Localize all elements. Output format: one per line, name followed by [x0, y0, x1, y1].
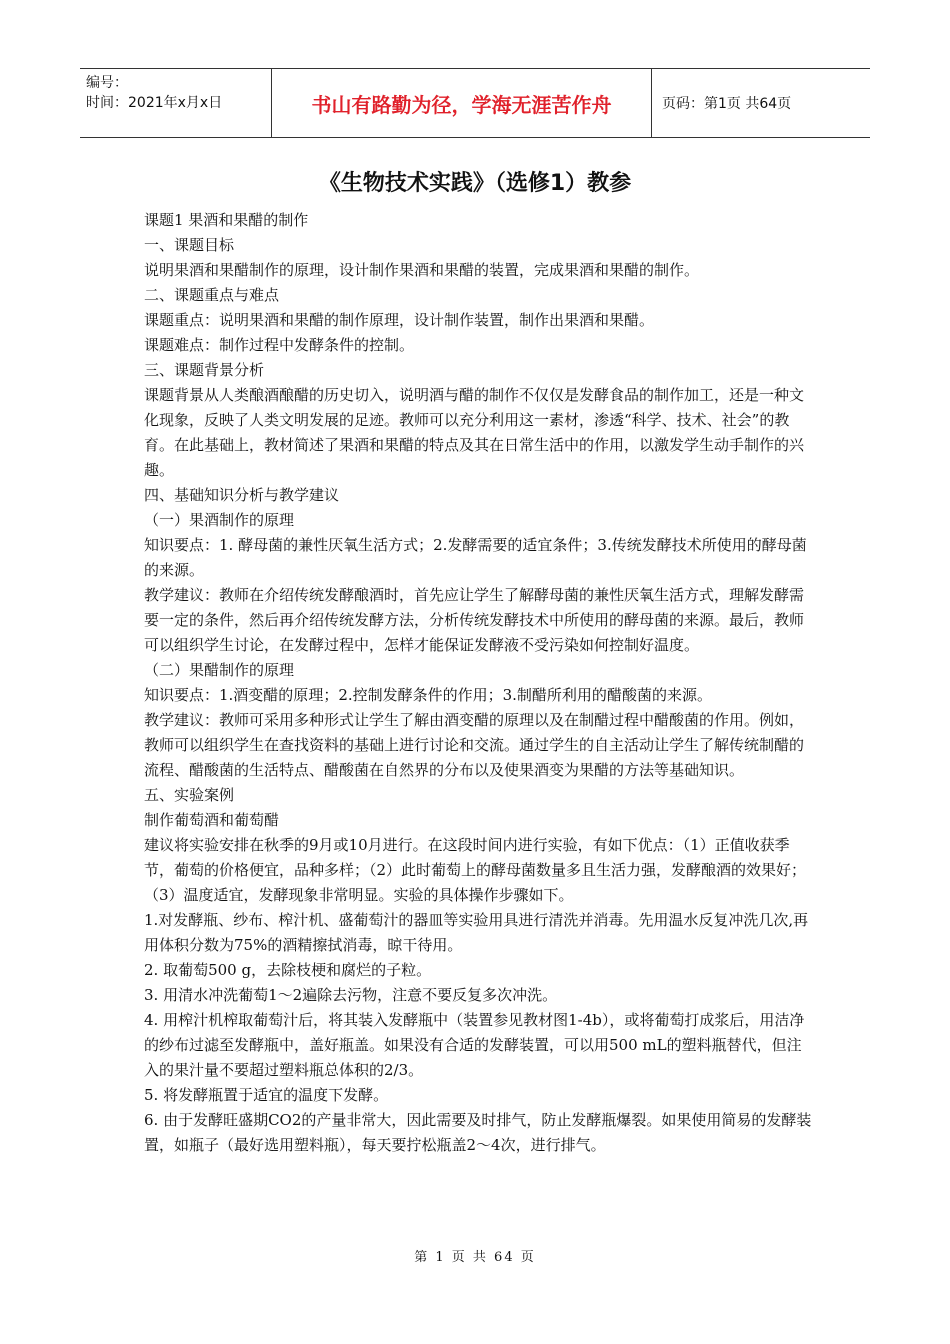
- paragraph: 四、基础知识分析与教学建议: [144, 486, 340, 504]
- number-label: 编号：: [86, 75, 128, 91]
- document-body: [144, 208, 816, 1158]
- paragraph: 课题重点：说明果酒和果醋的制作原理，设计制作装置，制作出果酒和果醋。: [144, 311, 655, 329]
- paragraph: 五、实验案例: [144, 786, 235, 804]
- paragraph: 说明果酒和果醋制作的原理，设计制作果酒和果醋的装置，完成果酒和果醋的制作。: [144, 261, 700, 279]
- paragraph: 一、课题目标: [144, 236, 235, 254]
- paragraph: （二）果醋制作的原理: [144, 661, 295, 679]
- paragraph: 三、课题背景分析: [144, 361, 265, 379]
- header-page-info: 页码：第1页 共64页: [662, 96, 792, 112]
- time-label: 时间：2021年x月x日: [86, 95, 223, 111]
- document-title: 《生物技术实践》（选修1）教参: [318, 171, 632, 196]
- paragraph: 4. 用榨汁机榨取葡萄汁后，将其装入发酵瓶中（装置参见教材图1-4b），或将葡萄打成浆后，用洁净的纱布过滤至发酵瓶中，盖好瓶盖。如果没有合适的发酵装置，可以用500 mL的塑料瓶替代，但注入的果汁量不要超过塑料瓶总体积的2/3。: [144, 1011, 805, 1079]
- paragraph: 建议将实验安排在秋季的9月或10月进行。在这段时间内进行实验，有如下优点：（1）正值收获季节，葡萄的价格便宜，品种多样；（2）此时葡萄上的酵母菌数量多且生活力强，发酵酿酒的效果好；（3）温度适宜，发酵现象非常明显。实验的具体操作步骤如下。: [144, 836, 807, 904]
- paragraph: 6. 由于发酵旺盛期CO2的产量非常大，因此需要及时排气，防止发酵瓶爆裂。如果使用简易的发酵装置，如瓶子（最好选用塑料瓶），每天要拧松瓶盖2～4次，进行排气。: [144, 1111, 812, 1154]
- paragraph: 课题背景从人类酿酒酿醋的历史切入，说明酒与醋的制作不仅仅是发酵食品的制作加工，还是一种文化现象，反映了人类文明发展的足迹。教师可以充分利用这一素材，渗透“科学、技术、社会”的教育。在此基础上，教材简述了果酒和果醋的特点及其在日常生活中的作用，以激发学生动手制作的兴趣。: [144, 386, 805, 479]
- paragraph: 制作葡萄酒和葡萄醋: [144, 811, 280, 829]
- paragraph: （一）果酒制作的原理: [144, 511, 295, 529]
- header-meta: [80, 69, 272, 137]
- header-motto: 书山有路勤为径，学海无涯苦作舟: [272, 69, 652, 137]
- paragraph: 知识要点：1.酒变醋的原理；2.控制发酵条件的作用；3.制醋所利用的醋酸菌的来源。: [144, 686, 712, 704]
- page-header: [80, 68, 870, 138]
- paragraph: 5. 将发酵瓶置于适宜的温度下发酵。: [144, 1086, 389, 1104]
- paragraph: 3. 用清水冲洗葡萄1～2遍除去污物，注意不要反复多次冲洗。: [144, 986, 558, 1004]
- paragraph: 课题难点：制作过程中发酵条件的控制。: [144, 336, 415, 354]
- paragraph: 2. 取葡萄500 g，去除枝梗和腐烂的子粒。: [144, 961, 432, 979]
- paragraph: 知识要点：1. 酵母菌的兼性厌氧生活方式；2.发酵需要的适宜条件；3.传统发酵技术所使用的酵母菌的来源。: [144, 536, 807, 579]
- paragraph: 1.对发酵瓶、纱布、榨汁机、盛葡萄汁的器皿等实验用具进行清洗并消毒。先用温水反复冲洗几次,再用体积分数为75%的酒精擦拭消毒，晾干待用。: [144, 911, 809, 954]
- paragraph: 教学建议：教师在介绍传统发酵酿酒时，首先应让学生了解酵母菌的兼性厌氧生活方式，理解发酵需要一定的条件，然后再介绍传统发酵方法，分析传统发酵技术中所使用的酵母菌的来源。最后，教师可以组织学生讨论，在发酵过程中，怎样才能保证发酵液不受污染如何控制好温度。: [144, 586, 805, 654]
- paragraph: 教学建议：教师可采用多种形式让学生了解由酒变醋的原理以及在制醋过程中醋酸菌的作用。例如，教师可以组织学生在查找资料的基础上进行讨论和交流。通过学生的自主活动让学生了解传统制醋的流程、醋酸菌的生活特点、醋酸菌在自然界的分布以及使果酒变为果醋的方法等基础知识。: [144, 711, 805, 779]
- page-footer: 第 1 页 共 64 页: [414, 1250, 536, 1265]
- paragraph: 二、课题重点与难点: [144, 286, 280, 304]
- paragraph: 课题1 果酒和果醋的制作: [144, 211, 309, 229]
